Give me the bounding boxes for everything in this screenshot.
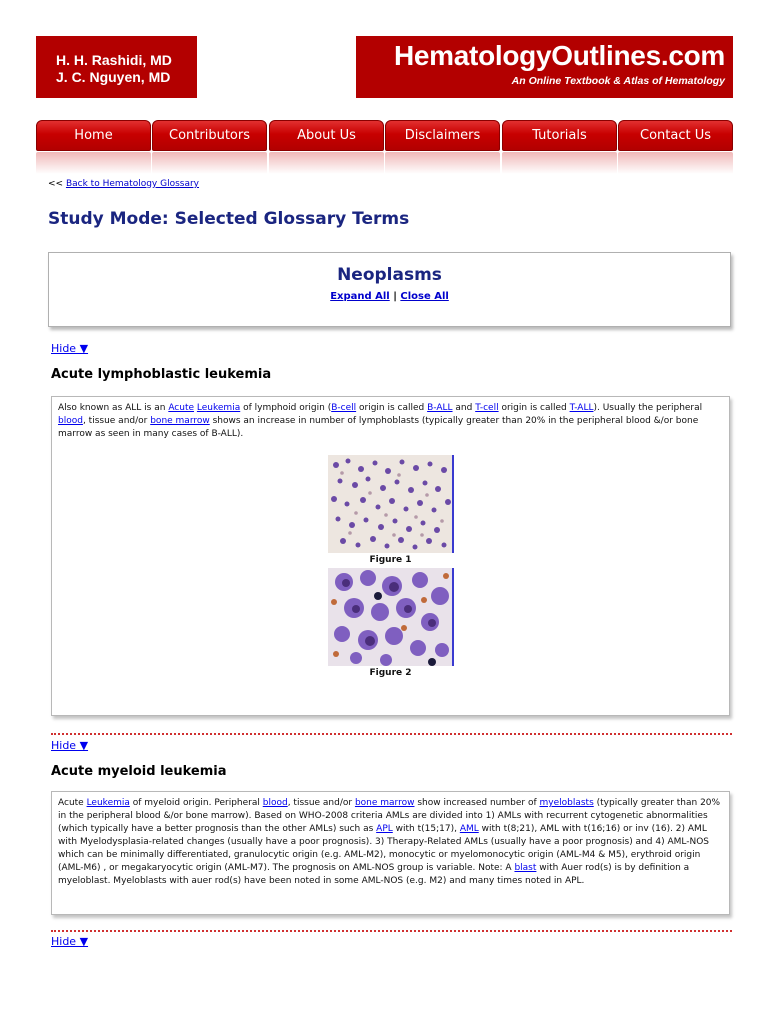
term-text: , tissue and/or bbox=[82, 416, 151, 426]
term-title: Acute myeloid leukemia bbox=[51, 764, 227, 779]
term-text: and bbox=[452, 403, 476, 413]
nav-home[interactable]: Home bbox=[36, 120, 151, 151]
nav-reflection bbox=[502, 152, 617, 174]
nav-about-us[interactable]: About Us bbox=[269, 120, 384, 151]
link-separator: | bbox=[393, 291, 397, 302]
t-cell-link[interactable]: T-cell bbox=[475, 403, 499, 413]
nav-disclaimers[interactable]: Disclaimers bbox=[385, 120, 500, 151]
hide-toggle[interactable]: Hide ▼ bbox=[51, 739, 89, 752]
nav-contributors[interactable]: Contributors bbox=[152, 120, 267, 151]
logo-title: HematologyOutlines.com bbox=[393, 40, 725, 71]
bone-marrow-link[interactable]: bone marrow bbox=[354, 798, 415, 808]
nav-reflection bbox=[36, 152, 151, 174]
back-prefix: << bbox=[48, 179, 64, 189]
aml-link[interactable]: AML bbox=[459, 824, 479, 834]
site-logo[interactable] bbox=[356, 36, 733, 98]
term-definition-box bbox=[51, 396, 730, 716]
term-text: ). Usually the peripheral bbox=[593, 403, 703, 413]
leukemia-link[interactable]: Leukemia bbox=[196, 403, 241, 413]
b-all-link[interactable]: B-ALL bbox=[427, 403, 453, 413]
blast-link[interactable]: blast bbox=[514, 863, 537, 873]
term-text: with Auer rod(s) is by definition a myeloblast. Myeloblasts with auer rod(s) have been noted in some AML-NOS (e.g. M2) and many times noted in APL. bbox=[58, 863, 690, 886]
back-link-row bbox=[48, 179, 199, 189]
leukemia-link[interactable]: Leukemia bbox=[86, 798, 130, 808]
term-text: origin is called bbox=[498, 403, 570, 413]
figure bbox=[58, 455, 723, 567]
nav-contact-us[interactable]: Contact Us bbox=[618, 120, 733, 151]
nav-reflection bbox=[152, 152, 267, 174]
nav-tutorials[interactable]: Tutorials bbox=[502, 120, 617, 151]
topic-panel bbox=[48, 252, 731, 327]
term-text: of myeloid origin. Peripheral bbox=[129, 798, 263, 808]
term-text: of lymphoid origin ( bbox=[240, 403, 332, 413]
b-cell-link[interactable]: B-cell bbox=[331, 403, 357, 413]
term-text: with t(8;21), AML with t(16;16) or inv (16). 2) AML with Myelodysplasia-related changes (usually have a poor prognosis). 3) Therapy-Related AMLs (usually have a poor prognosis) and 4) AML-NOS which can be minimally differentiated, granulocytic origin (e.g. AML-M2), monocytic or myelomonocytic origin (AML-M4 & M5), erythroid origin (AML-M6) , or megakaryocytic origin (AML-M7). The prognosis on AML-NOS group is variable. Note: A bbox=[58, 824, 710, 873]
nav-reflection bbox=[385, 152, 500, 174]
t-all-link[interactable]: T-ALL bbox=[569, 403, 594, 413]
author-name: J. C. Nguyen, MD bbox=[56, 69, 171, 85]
term-text: Acute bbox=[58, 798, 87, 808]
bone-marrow-link[interactable]: bone marrow bbox=[150, 416, 210, 426]
logo-subtitle: An Online Textbook & Atlas of Hematology bbox=[511, 75, 725, 87]
term-text: show increased number of bbox=[414, 798, 540, 808]
figure-caption: Figure 1 bbox=[369, 555, 412, 565]
myeloblasts-link[interactable]: myeloblasts bbox=[539, 798, 594, 808]
hide-toggle-row bbox=[51, 342, 88, 355]
page-title: Study Mode: Selected Glossary Terms bbox=[48, 209, 410, 229]
author-name: H. H. Rashidi, MD bbox=[56, 52, 172, 68]
blood-smear-image[interactable] bbox=[328, 455, 454, 553]
expand-all-link[interactable]: Expand All bbox=[330, 291, 390, 302]
acute-link[interactable]: Acute bbox=[168, 403, 195, 413]
term-text: Also known as ALL is an bbox=[58, 403, 169, 413]
main-nav bbox=[36, 120, 734, 178]
back-to-glossary-link[interactable]: Back to Hematology Glossary bbox=[65, 179, 200, 189]
authors-banner bbox=[36, 36, 197, 98]
hide-toggle[interactable]: Hide ▼ bbox=[51, 342, 89, 355]
nav-reflection bbox=[618, 152, 733, 174]
section-divider bbox=[51, 733, 732, 735]
blood-link[interactable]: blood bbox=[58, 416, 83, 426]
apl-link[interactable]: APL bbox=[376, 824, 393, 834]
blood-link[interactable]: blood bbox=[262, 798, 288, 808]
term-text: , tissue and/or bbox=[287, 798, 355, 808]
figure-caption: Figure 2 bbox=[369, 668, 412, 678]
section-divider bbox=[51, 930, 732, 932]
hide-toggle-row bbox=[51, 935, 88, 948]
term-text: with t(15;17), bbox=[392, 824, 460, 834]
topic-title: Neoplasms bbox=[337, 265, 442, 285]
term-text: (typically greater than 20% in the peripheral blood &/or bone marrow). Based on WHO-2008 criteria AMLs are divided into 1) AMLs with recurrent cytogenetic abnormalities (which typically have a better prognosis than the other AMLs) such as bbox=[58, 798, 721, 834]
topic-controls bbox=[49, 291, 730, 302]
term-text: shows an increase in number of lymphoblasts (typically greater than 20% in the peripheral blood &/or bone marrow as seen in many cases of B-ALL). bbox=[58, 416, 699, 439]
term-definition-box bbox=[51, 791, 730, 915]
term-text: origin is called bbox=[356, 403, 428, 413]
bone-marrow-smear-image[interactable] bbox=[328, 568, 454, 666]
nav-reflection bbox=[269, 152, 384, 174]
hide-toggle[interactable]: Hide ▼ bbox=[51, 935, 89, 948]
term-title: Acute lymphoblastic leukemia bbox=[51, 367, 272, 382]
hide-toggle-row bbox=[51, 739, 88, 752]
figure bbox=[58, 568, 723, 680]
close-all-link[interactable]: Close All bbox=[400, 291, 449, 302]
